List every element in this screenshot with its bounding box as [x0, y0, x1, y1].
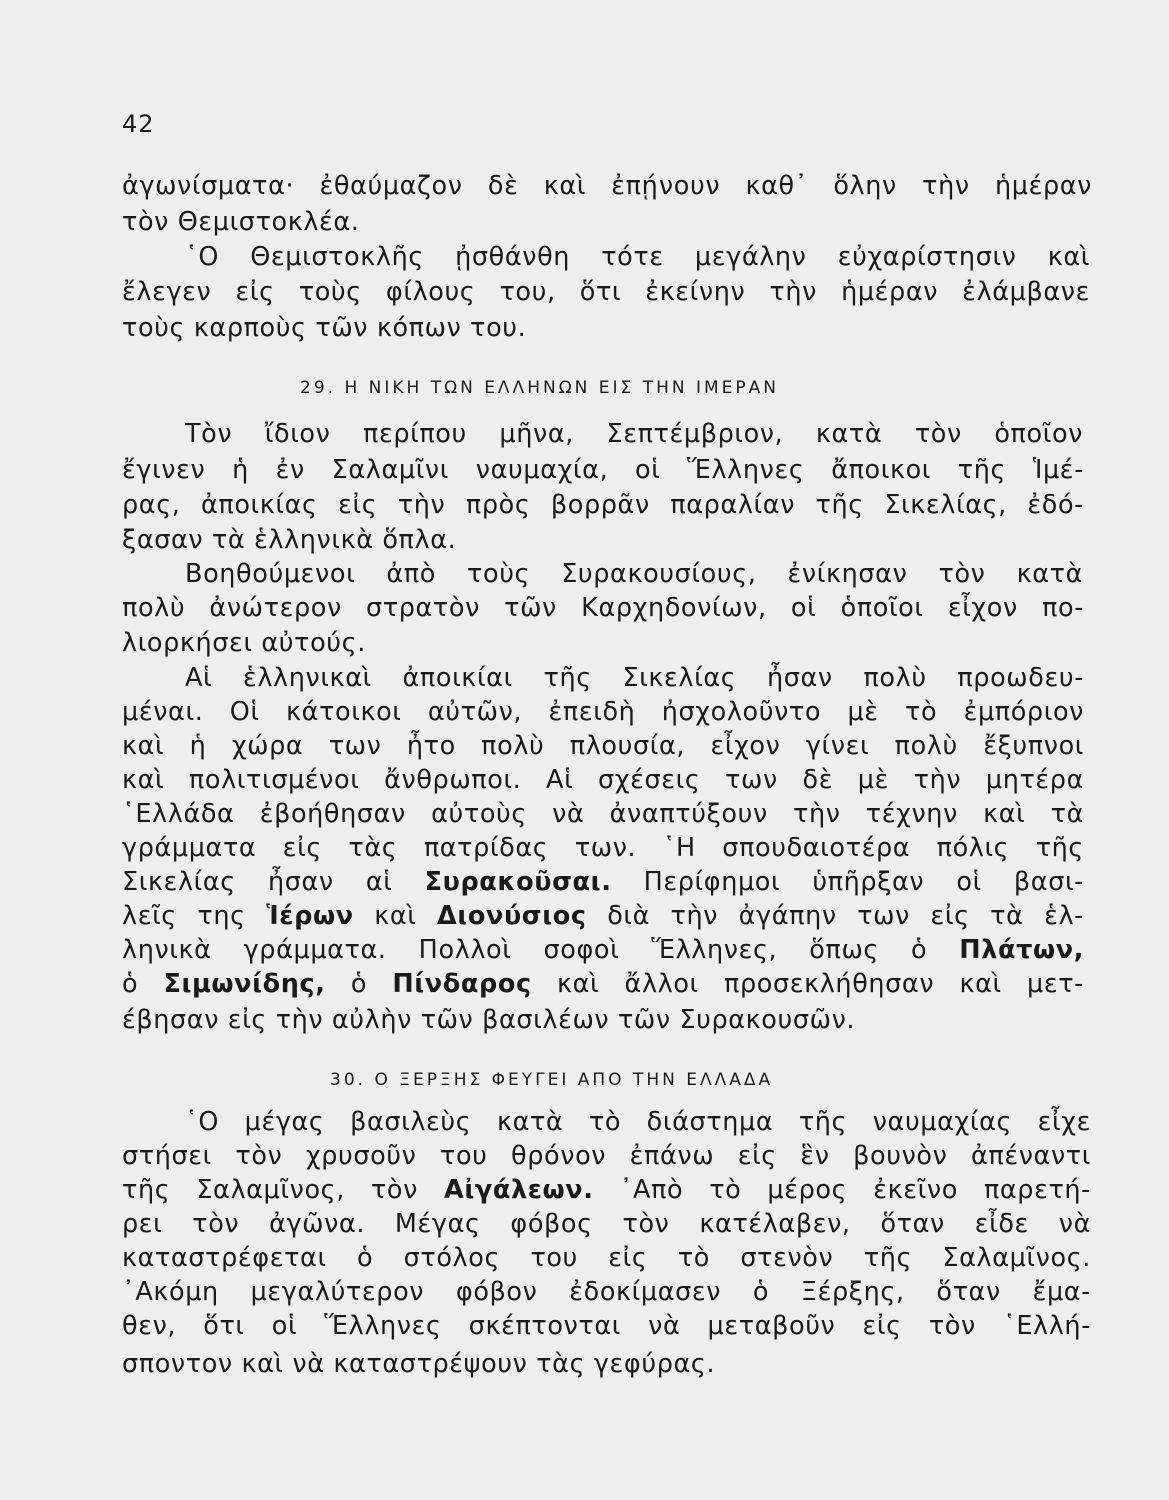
section-heading-30: 30. Ο ΞΕΡΞΗΣ ΦΕΥΓΕΙ ΑΠΟ ΤΗΝ ΕΛΛΑΔΑ	[330, 1070, 774, 1090]
text-line: καταστρέφεται ὁ στόλος του εἰς τὸ στενὸν τῆς Σαλαμῖνος.	[122, 1243, 1091, 1273]
text-line: ξασαν τὰ ἑλληνικὰ ὅπλα.	[122, 525, 457, 555]
text-line: τὸν Θεμιστοκλέα.	[122, 207, 360, 237]
text-line: ἀγωνίσματα· ἐθαύμαζον δὲ καὶ ἐπῄνουν καθ᾿ ὅλην τὴν ἡμέραν	[122, 171, 1092, 201]
text-line: ῾Ο μέγας βασιλεὺς κατὰ τὸ διάστημα τῆς ναυμαχίας εἶχε	[185, 1107, 1091, 1137]
text-line	[122, 898, 1084, 934]
text-run: καὶ ἄλλοι προσεκλήθησαν καὶ μετ-	[556, 969, 1084, 999]
emphasis-simonides: Σιμωνίδης,	[163, 969, 326, 999]
text-run: ὁ	[350, 969, 368, 999]
text-line: Τὸν ἴδιον περίπου μῆνα, Σεπτέμβριον, κατὰ τὸν ὁποῖον	[185, 419, 1083, 449]
text-line: ρας, ἀποικίας εἰς τὴν πρὸς βορρᾶν παραλίαν τῆς Σικελίας, ἐδό-	[122, 490, 1084, 520]
text-run: Περίφημοι ὑπῆρξαν οἱ βασι-	[643, 867, 1084, 897]
text-line: ἔλεγεν εἰς τοὺς φίλους του, ὅτι ἐκείνην τὴν ἡμέραν ἐλάμβανε	[122, 277, 1090, 307]
text-line: Αἱ ἑλληνικαὶ ἀποικίαι τῆς Σικελίας ἦσαν πολὺ προωδευ-	[185, 663, 1084, 693]
text-line: ῾Ελλάδα ἐβοήθησαν αὐτοὺς νὰ ἀναπτύξουν τὴν τέχνην καὶ τὰ	[122, 799, 1084, 829]
text-line: καὶ πολιτισμένοι ἄνθρωποι. Αἱ σχέσεις των δὲ μὲ τὴν μητέρα	[122, 765, 1084, 795]
emphasis-ieron: Ἱέρων	[266, 901, 354, 931]
emphasis-syrakousai: Συρακοῦσαι.	[424, 867, 612, 897]
text-line	[122, 864, 1084, 900]
text-run: λεῖς της	[122, 901, 246, 931]
text-line: λιορκήσει αὐτούς.	[122, 628, 366, 658]
text-line	[122, 932, 1084, 968]
text-line: καὶ ἡ χώρα των ἦτο πολὺ πλουσία, εἶχον γίνει πολὺ ἔξυπνοι	[122, 731, 1084, 761]
emphasis-pindaros: Πίνδαρος	[392, 969, 532, 999]
text-line: μέναι. Οἱ κάτοικοι αὐτῶν, ἐπειδὴ ἠσχολοῦντο μὲ τὸ ἐμπόριον	[122, 697, 1084, 727]
text-line: Βοηθούμενοι ἀπὸ τοὺς Συρακουσίους, ἐνίκησαν τὸν κατὰ	[185, 559, 1083, 589]
section-heading-29: 29. Η ΝΙΚΗ ΤΩΝ ΕΛΛΗΝΩΝ ΕΙΣ ΤΗΝ ΙΜΕΡΑΝ	[300, 378, 780, 398]
text-run: καὶ	[374, 901, 417, 931]
text-line: τοὺς καρποὺς τῶν κόπων του.	[122, 313, 527, 343]
page-number: 42	[122, 110, 155, 138]
text-run: ᾿Απὸ τὸ μέρος ἐκεῖνο παρετή-	[619, 1175, 1091, 1205]
text-run: τῆς Σαλαμῖνος, τὸν	[122, 1175, 418, 1205]
text-line: γράμματα εἰς τὰς πατρίδας των. ῾Η σπουδαιοτέρα πόλις τῆς	[122, 833, 1084, 863]
text-line: ῾Ο Θεμιστοκλῆς ᾐσθάνθη τότε μεγάλην εὐχαρίστησιν καὶ	[185, 242, 1090, 272]
text-line: έβησαν εἰς τὴν αὐλὴν τῶν βασιλέων τῶν Συρακουσῶν.	[122, 1005, 856, 1035]
text-line	[122, 966, 1084, 1002]
emphasis-dionysios: Διονύσιος	[437, 901, 587, 931]
text-line: ρει τὸν ἀγῶνα. Μέγας φόβος τὸν κατέλαβεν, ὅταν εἶδε νὰ	[122, 1209, 1091, 1239]
text-line: ᾿Ακόμη μεγαλύτερον φόβον ἐδοκίμασεν ὁ Ξέρξης, ὅταν ἔμα-	[122, 1277, 1091, 1307]
text-run: ληνικὰ γράμματα. Πολλοὶ σοφοὶ Ἕλληνες, ὅπως ὁ	[122, 935, 928, 965]
text-line: στήσει τὸν χρυσοῦν του θρόνον ἐπάνω εἰς ἓν βουνὸν ἀπέναντι	[122, 1141, 1091, 1171]
emphasis-aigaleon: Αἰγάλεων.	[444, 1175, 594, 1205]
text-line: σποντον καὶ νὰ καταστρέψουν τὰς γεφύρας.	[122, 1349, 716, 1379]
text-run: διὰ τὴν ἀγάπην των εἰς τὰ ἑλ-	[607, 901, 1084, 931]
text-line: θεν, ὅτι οἱ Ἕλληνες σκέπτονται νὰ μεταβοῦν εἰς τὸν ῾Ελλή-	[122, 1311, 1091, 1341]
text-line: πολὺ ἀνώτερον στρατὸν τῶν Καρχηδονίων, οἱ ὁποῖοι εἶχον πο-	[122, 593, 1084, 623]
emphasis-platon: Πλάτων,	[959, 935, 1084, 965]
text-run: ὁ	[122, 969, 139, 999]
text-line: ἔγινεν ἡ ἐν Σαλαμῖνι ναυμαχία, οἱ Ἕλληνες ἄποικοι τῆς Ἱμέ-	[122, 455, 1084, 485]
text-line	[122, 1172, 1091, 1208]
text-run: Σικελίας ἦσαν αἱ	[122, 867, 393, 897]
